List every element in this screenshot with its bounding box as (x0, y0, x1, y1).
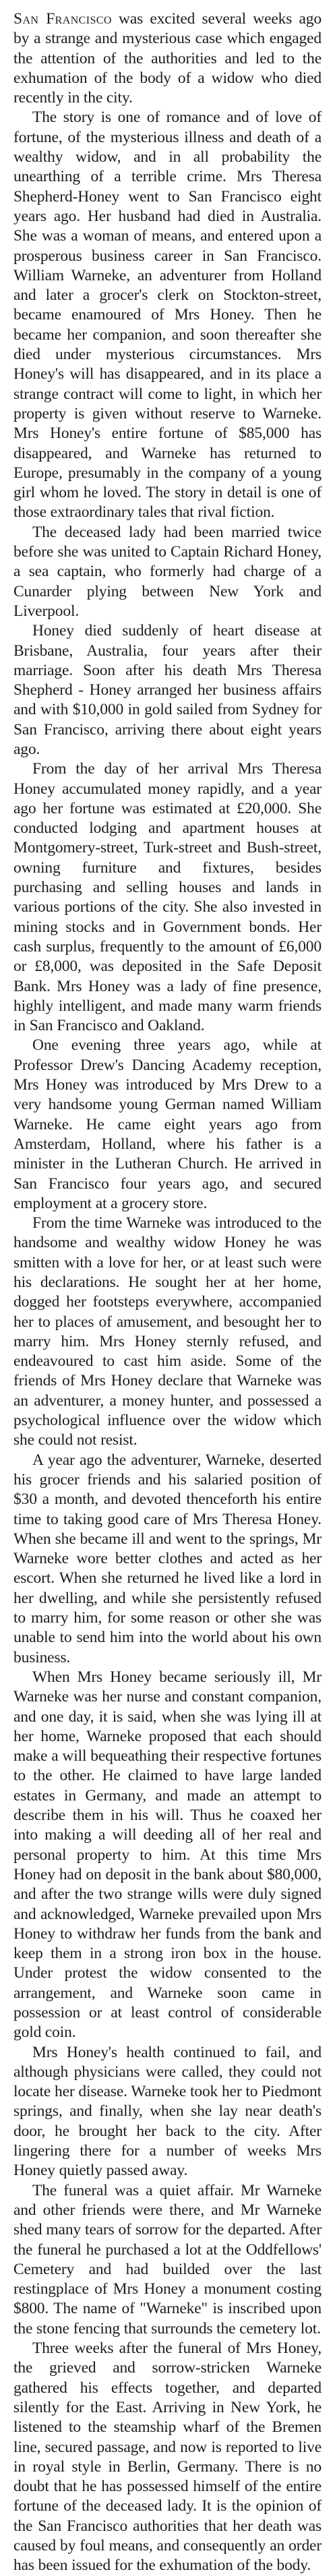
article-paragraph-8: A year ago the adventurer, Warneke, deserted his grocer friends and his salaried position of $30 a month, and devoted thenceforth his entire time to taking good care of Mrs Theresa Honey. When she became ill and went to the springs, Mr Warneke wore better clothes and acted as her escort. When she returned he lived like a lord in her dwelling, and while she persistently refused to marry him, for some reason or other she was unable to send him into the world about his own business. (13, 1451, 322, 1666)
article-paragraph-3: The deceased lady had been married twice before she was united to Captain Richard Honey, a sea captain, who formerly had charge of a Cunarder plying between New York and Liverpool. (13, 523, 322, 620)
article-paragraph-12: Three weeks after the funeral of Mrs Honey, the grieved and sorrow-stricken Warneke gathered his effects together, and departed silently for the East. Arriving in New York, he listened to the steamship wharf of the Bremen line, secured passage, and now is reported to live in royal style in Berlin, Germany. There is no doubt that he has possessed himself of the entire fortune of the deceased lady. It is the opinion of the San Francisco authorities that her death was caused by foul means, and consequently an order has been issued for the exhumation of the body. (13, 2339, 322, 2575)
article-paragraph-7: From the time Warneke was introduced to the handsome and wealthy widow Honey he was smitten with a love for her, or at least such were his declarations. He sought her at her home, dogged her footsteps everywhere, accompanied her to places of amusement, and besought her to marry him. Mrs Honey sternly refused, and endeavoured to cast him aside. Some of the friends of Mrs Honey declare that Warneke was an adventurer, a money hunter, and possessed a psychological influence over the widow which she could not resist. (13, 1214, 322, 1449)
article-paragraph-4: Honey died suddenly of heart disease at Brisbane, Australia, four years after their marriage. Soon after his death Mrs Theresa Shepherd - Honey arranged her business affairs and with $10,000 in gold sailed from Sydney for San Francisco, arriving there about eight years ago. (13, 622, 322, 758)
lead-words: San Francisco (13, 10, 112, 28)
article-paragraph-10: Mrs Honey's health continued to fail, and although physicians were called, they could not locate her disease. Warneke took her to Piedmont springs, and finally, when she lay near death's door, he brought her back to the city. After lingering there for a number of weeks Mrs Honey quietly passed away. (13, 2043, 322, 2180)
article-paragraph-1 (13, 9, 322, 108)
article-paragraph-2: The story is one of romance and of love of fortune, of the mysterious illness and death of a wealthy widow, and in all probability the unearthing of a terrible crime. Mrs Theresa Shepherd-Honey went to San Francisco eight years ago. Her husband had died in Australia. She was a woman of means, and entered upon a prosperous business career in San Francisco. William Warneke, an adventurer from Holland and later a grocer's clerk on Stockton-street, became enamoured of Mrs Honey. Then he became her companion, and soon thereafter she died under mysterious circumstances. Mrs Honey's will has disappeared, and in its place a strange contract will come to light, in which her property is given without reserve to Warneke. Mrs Honey's entire fortune of $85,000 has disappeared, and Warneke has returned to Europe, presumably in the company of a young girl whom he loved. The story in detail is one of those extraordinary tales that rival fiction. (13, 108, 322, 522)
article-paragraph-9: When Mrs Honey became seriously ill, Mr Warneke was her nurse and constant companion, and one day, it is said, when she was lying ill at her home, Warneke proposed that each should make a will bequeathing their respective fortunes to the other. He claimed to have large landed estates in Germany, and made an attempt to describe them in his will. Thus he coaxed her into making a will deeding all of her real and personal property to him. At this time Mrs Honey had on deposit in the bank about $80,000, and after the two strange wills were duly signed and acknowledged, Warneke prevailed upon Mrs Honey to withdraw her funds from the bank and keep them in a strong iron box in the house. Under protest the widow consented to the arrangement, and Warneke soon came in possession or at least control of considerable gold coin. (13, 1668, 322, 2042)
article-paragraph-5: From the day of her arrival Mrs Theresa Honey accumulated money rapidly, and a year ago her fortune was estimated at £20,000. She conducted lodging and apartment houses at Montgomery-street, Turk-street and Bush-street, owning furniture and fixtures, besides purchasing and selling houses and lands in various portions of the city. She also invested in mining stocks and in Government bonds. Her cash surplus, frequently to the amount of £6,000 or £8,000, was deposited in the Safe Deposit Bank. Mrs Honey was a lady of fine presence, highly intelligent, and made many warm friends in San Francisco and Oakland. (13, 760, 322, 1035)
article-paragraph-6: One evening three years ago, while at Professor Drew's Dancing Academy reception, Mrs Honey was introduced by Mrs Drew to a very handsome young German named William Warneke. He came eight years ago from Amsterdam, Holland, where his father is a minister in the Lutheran Church. He arrived in San Francisco four years ago, and secured employment at a grocery store. (13, 1036, 322, 1212)
article-paragraph-11: The funeral was a quiet affair. Mr Warneke and other friends were there, and Mr Warneke shed many tears of sorrow for the departed. After the funeral he purchased a lot at the Oddfellows' Cemetery and had builded over the last restingplace of Mrs Honey a monument costing $800. The name of "Warneke" is inscribed upon the stone fencing that surrounds the cemetery lot. (13, 2181, 322, 2337)
paragraph-text: was excited several weeks ago by a strange and mysterious case which engaged the attention of the authorities and led to the exhumation of the body of a widow who died recently in the city. (13, 10, 322, 107)
